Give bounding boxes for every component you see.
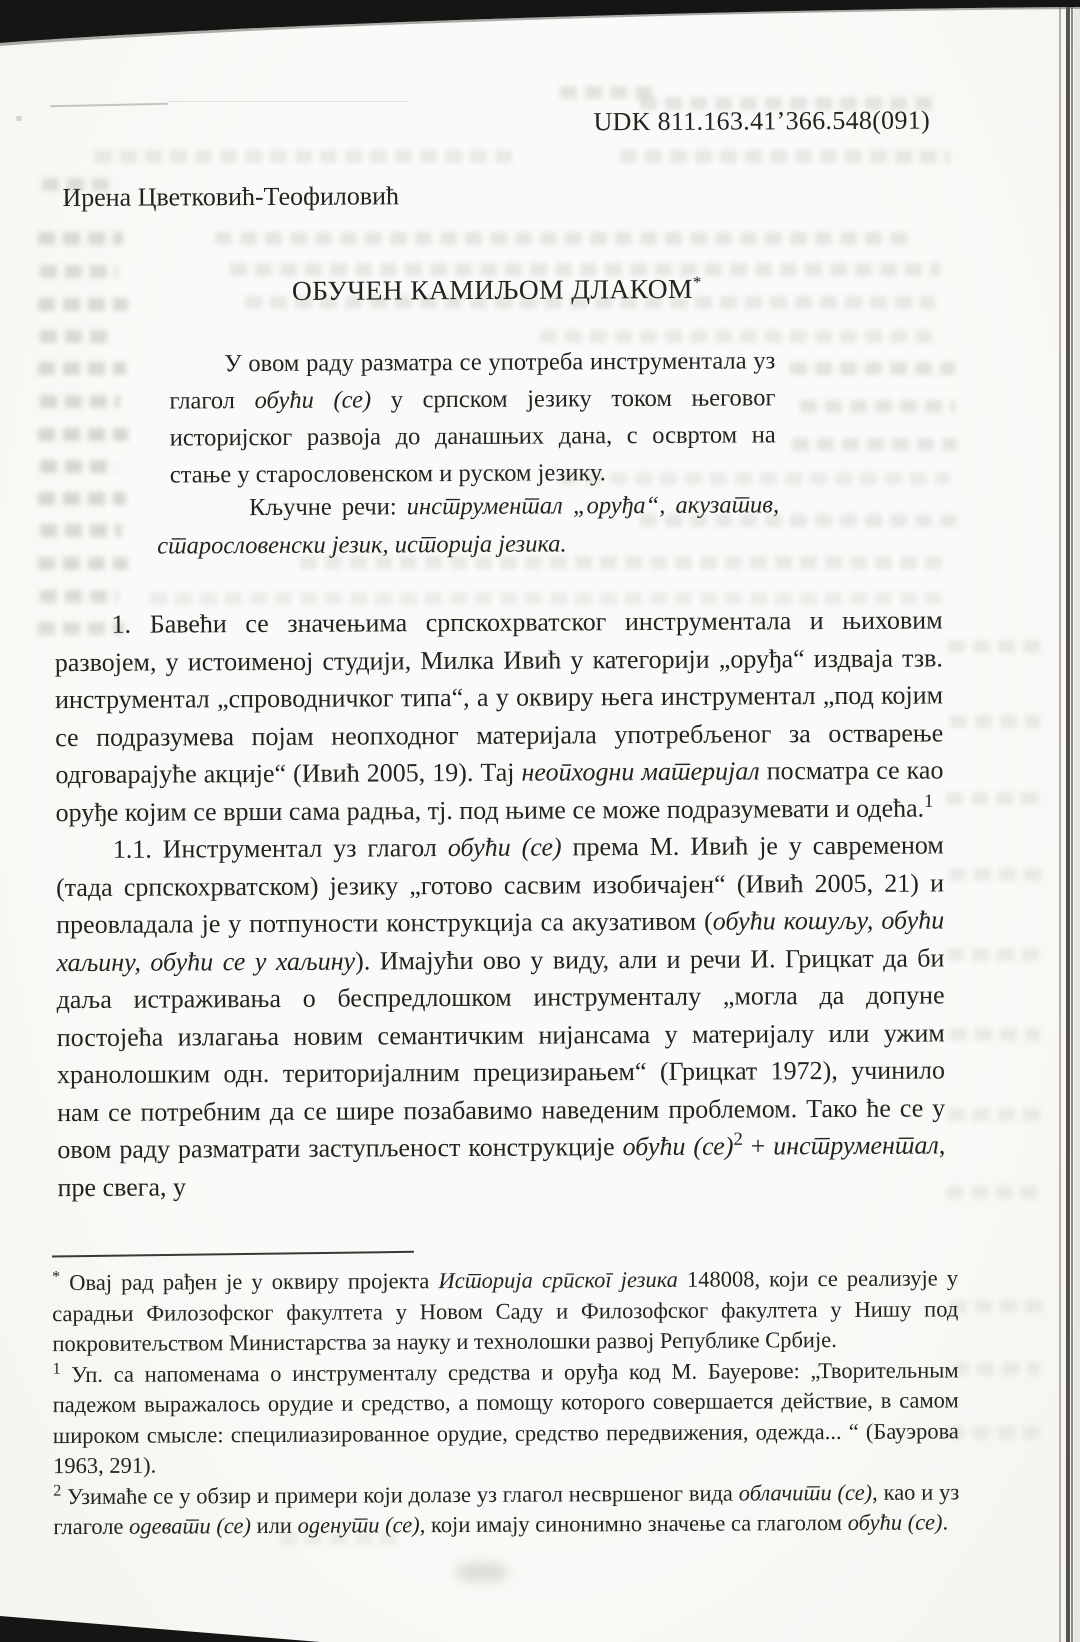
scan-top-edge [0, 0, 1080, 48]
keywords-text: Кључне речи: инструментал „оруђа“, акузатив, старословенски језик, историја језика. [157, 491, 780, 560]
paragraph-2: 1.1. Инструментал уз глагол обући (се) према М. Ивић је у савременом (тада српскохрватском) језику „готово сасвим изобичајен“ (Ивић 2005, 21) и преовладала је у потпуности конструкција са акузативом (обући кошуљу, обући хаљину, обући се у хаљину). Имајући ово у виду, али и речи И. Грицкат да би даља истраживања о беспредлошком инструменталу „могла да допуне постојећа излагања новим семантичким нијансама у материјалу или ужим хранолошким одн. територијалним прецизирањем“ (Грицкат 1972), учинило нам се потребним да се шире позабавимо наведеним проблемом. Тако ће се у овом раду разматрати заступљеност конструкције обући (се)$^2$ + инструментал, пре свега, у [55, 830, 946, 1202]
pencil-mark [50, 103, 168, 107]
page-edge-line [1059, 4, 1061, 1642]
footnote-text: Узимаће се у обзир и примери који долазе уз глагол несвршеног вида облачити (се), као и уз глаголе одевати (се) или оденути (се), који имају синонимно значење са глаголом обући (се). [53, 1478, 960, 1540]
footnote-text: Уп. са напоменама о инструменталу средства и оруђа код М. Бауерове: „Творительным падежом выражалось орудие и средство, а помощу которого совершается действие, в самом широком смысле: специлиазированное орудие, средство передвижения, одежда... “ (Бауэрова 1963, 291). [52, 1356, 959, 1479]
footnote-star [52, 1263, 958, 1359]
scan-corner-bottom-left [0, 1616, 320, 1642]
paragraph-1: 1. Бавећи се значењима српскохрватског инструментала и њиховим развојем, у истоименој студији, Милка Ивић у категорији „оруђа“ издваја тзв. инструментал „спроводничког типа“, а у оквиру њега инструментал „под којим се подразумева појам неопходног материјала употребљеног за остварење одговарајуће акције“ (Ивић 2005, 19). Тај неопходни материјал посматра се као оруђе којим се врши сама радња, тј. под њиме се може подразумевати и одећа.$^1$ [54, 605, 944, 827]
page-edge-line [1071, 4, 1073, 1642]
page-edge-line [1066, 4, 1070, 1642]
footnote-2 [53, 1477, 959, 1543]
footnote-1 [52, 1355, 959, 1482]
footnote-separator [52, 1251, 414, 1258]
footnotes [52, 1263, 959, 1542]
footnote-text: Овај рад рађен је у оквиру пројекта Историја српског језика 148008, који се реализује у сарадњи Филозофског факултета у Новом Саду и Филозофског факултета у Нишу под покровитељством Министарства за науку и технолошки развој Републике Србије. [52, 1265, 959, 1357]
udk-number: UDK 811.163.41’366.548(091) [593, 105, 931, 137]
pencil-mark [16, 116, 22, 121]
pencil-mark [168, 101, 408, 102]
title-footnote-mark: * [692, 272, 702, 292]
body-text [55, 601, 946, 1206]
article-title [53, 271, 941, 308]
footnote-mark: 2 [53, 1481, 62, 1500]
abstract-text: У овом раду разматра се употреба инструментала уз глагол обући (се) у српском језику током његовог историјског развоја до данашњих дана, с освртом на стање у старословенском и руском језику. [169, 347, 776, 489]
footnote-mark: 1 [52, 1359, 61, 1378]
page-edge-margin [1074, 4, 1080, 1642]
article-title-text: ОБУЧЕН КАМИЉОМ ДЛАКОМ [291, 272, 693, 307]
author-name: Ирена Цветковић-Теофиловић [62, 181, 400, 213]
footnote-mark: * [52, 1267, 61, 1286]
page-number-bleedthrough [456, 1562, 508, 1582]
